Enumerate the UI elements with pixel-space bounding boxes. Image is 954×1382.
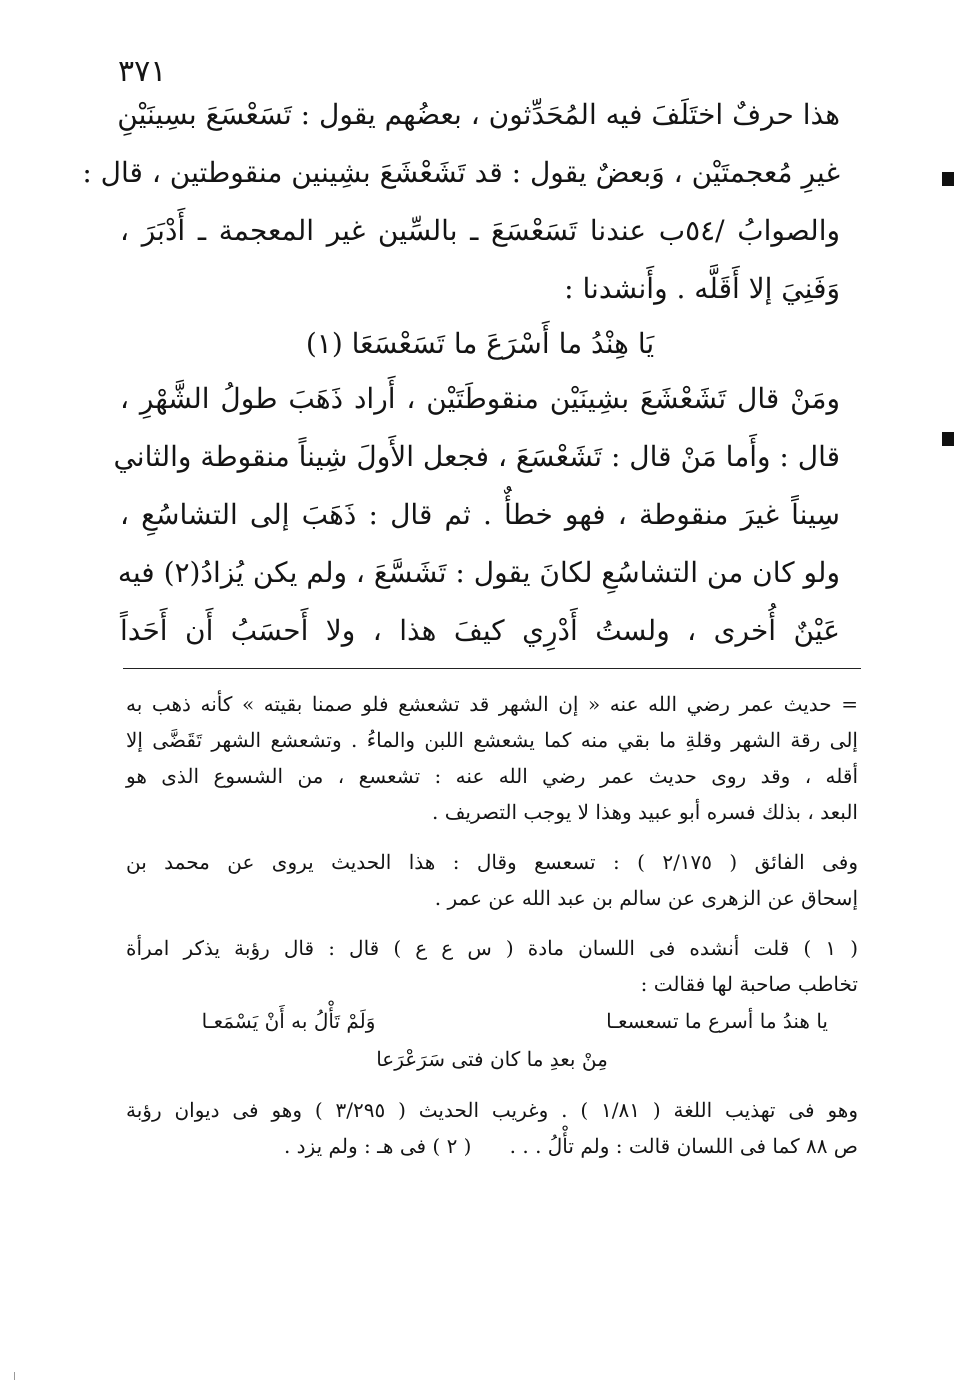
scan-mark bbox=[14, 1372, 15, 1380]
text-line: وَفَنِيَ إلا أَقَلَّه . وأَنشدنا : bbox=[564, 272, 840, 305]
footnote-verse: مِنْ بعدِ ما كان فتى سَرَعْرَعا bbox=[376, 1047, 608, 1071]
footnote-line: تخاطب صاحبة لها فقالت : bbox=[640, 972, 858, 996]
footnote-line: البعد ، بذلك فسره أبو عبيد وهذا لا يوجب التصريف . bbox=[431, 800, 858, 824]
margin-mark bbox=[942, 172, 954, 186]
footnote-line: ص ٨٨ كما فى اللسان قالت : ولم تأْلُ . . . ( ٢ ) فى هـ : ولم يزد . bbox=[283, 1134, 858, 1158]
footnotes bbox=[126, 686, 858, 1164]
footnote-line: إلى رقة الشهر وقلةِ ما بقي منه كما يشعشع اللبن والماءُ . وتشعشع الشهر تَقَضَّى إلا bbox=[126, 728, 858, 752]
footnote-line: وفى الفائق ( ٢/١٧٥ ) : تسعسع وقال : هذا الحديث يروى عن محمد بن bbox=[126, 850, 859, 874]
margin-mark bbox=[942, 432, 954, 446]
footnote-line: أقله ، وقد روى حديث عمر رضي الله عنه : تشعسع ، من الشسوع الذى هو bbox=[126, 764, 858, 788]
main-text bbox=[82, 86, 840, 660]
text-line: هذا حرفٌ اختَلَفَ فيه المُحَدِّثون ، بعضُهم يقول : تَسَعْسَعَ بسِينَيْنِ bbox=[117, 98, 840, 131]
text-line: سِيناً غيرَ منقوطة ، فهو خطأٌ . ثم قال : ذَهَبَ إلى التشاسُعِ ، bbox=[120, 498, 840, 531]
text-line: عَيْنٌ أُخرى ، ولستُ أَدْرِي كيفَ هذا ، ولا أَحسَبُ أَن أَحَداً bbox=[120, 614, 840, 647]
footnote-line: إسحاق عن الزهرى عن سالم بن عبد الله عن عمر . bbox=[434, 886, 858, 910]
text-line: قال : وأَما مَنْ قال : تَشَعْسَعَ ، فجعل الأَولَ شِيناً منقوطة والثاني bbox=[113, 440, 840, 473]
text-line: ومَنْ قال تَشَعْشَعَ بشِينَيْن منقوطَتَيْن ، أَراد ذَهَبَ طولُ الشَّهْرِ ، bbox=[120, 382, 840, 415]
footnote-line: وهو فى تهذيب اللغة ( ١/٨١ ) . وغريب الحديث ( ٣/٢٩٥ ) وهو فى ديوان رؤبة bbox=[126, 1098, 858, 1122]
text-line: غيرِ مُعجمتَيْن ، وَبعضٌ يقول : قد تَشَعْشَعَ بشِينين منقوطتين ، قال : bbox=[82, 156, 840, 189]
footnote-line: = حديث عمر رضي الله عنه « إن الشهر قد تشعشع فلو صمنا بقيته » كأنه ذهب به bbox=[126, 692, 858, 716]
footnote-verse bbox=[126, 1002, 858, 1040]
verse-hemistich: يا هندُ ما أسرع ما تسعسعـا bbox=[606, 1009, 828, 1033]
text-line: والصوابُ /٥٤ب عندنا تَسَعْسَعَ ـ بالسِّين غير المعجمة ـ أَدْبَرَ ، bbox=[120, 214, 840, 247]
footnote-line: ( ١ ) قلت أنشده فى اللسان مادة ( س ع ع ) قال : قال رؤبة يذكر امرأة bbox=[126, 936, 858, 960]
footnote-divider bbox=[123, 668, 861, 669]
verse-hemistich: وَلَمْ تَأْلُ به أَنْ يَسْمَعـا bbox=[201, 1009, 376, 1033]
poetry-verse: يَا هِنْدُ ما أَسْرَعَ ما تَسَعْسَعَا (١) bbox=[305, 327, 655, 360]
page-number: ٣٧١ bbox=[118, 54, 167, 89]
text-line: ولو كان من التشاسُعِ لكانَ يقول : تَشَسَّعَ ، ولم يكن يُزادُ(٢) فيه bbox=[117, 556, 840, 589]
